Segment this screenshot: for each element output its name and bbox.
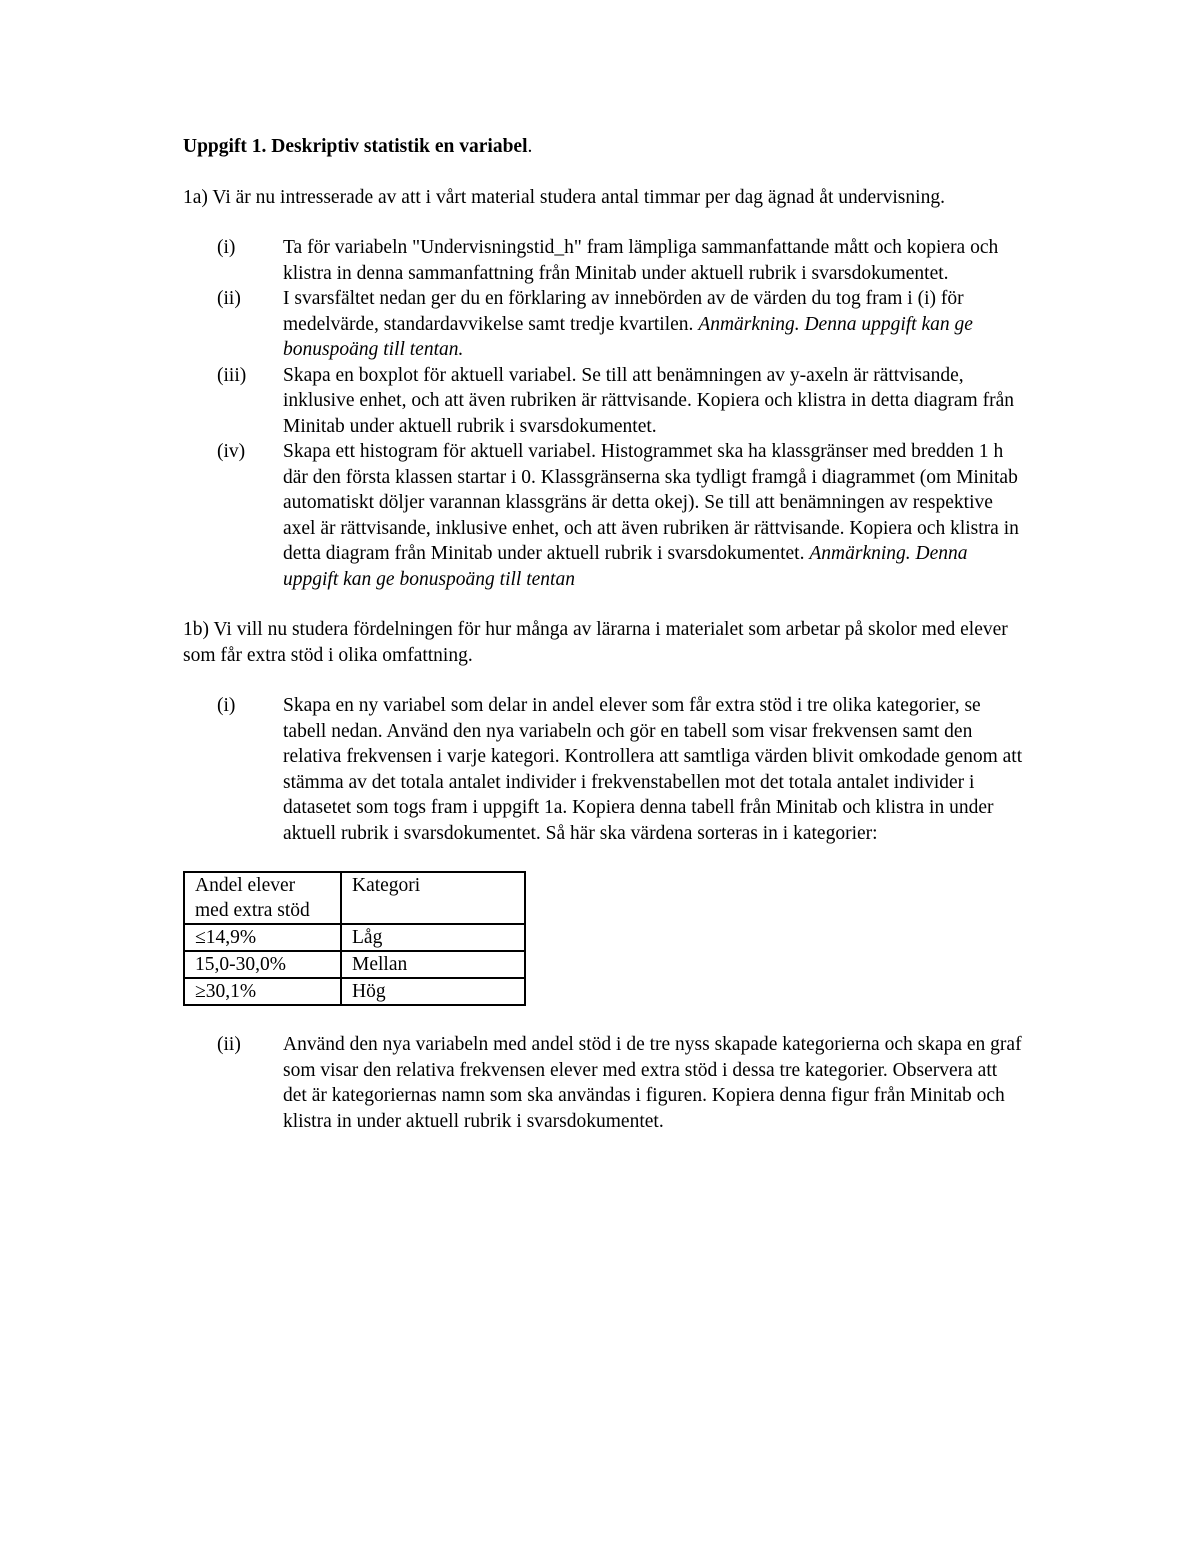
list-item <box>183 286 1023 363</box>
table-cell: Mellan <box>341 951 525 978</box>
list-item <box>183 439 1023 592</box>
item-note: Anmärkning. Denna uppgift kan ge bonuspoäng till tentan. <box>283 313 973 360</box>
list-item <box>183 1032 1023 1134</box>
part-b-list <box>183 693 1023 846</box>
item-body: I svarsfältet nedan ger du en förklaring av innebörden av de värden du tog fram i (i) för medelvärde, standardavvikelse samt tredje kvartilen. <box>283 288 964 335</box>
task-title-period: . <box>527 136 533 157</box>
item-body: Skapa ett histogram för aktuell variabel. Histogrammet ska ha klassgränser med bredden 1 h där den första klassen startar i 0. Klassgränserna ska tydligt framgå i diagrammet (om Minitab automatiskt döljer varannan klassgräns är detta okej). Se till att benämningen av respektive axel är rättvisande, inklusive enhet, och att även rubriken är rättvisande. Kopiera och klistra in detta diagram från Minitab under aktuell rubrik i svarsdokumentet. <box>283 441 1019 564</box>
item-number: (i) <box>217 695 236 716</box>
item-note: Anmärkning. Denna uppgift kan ge bonuspoäng till tentan <box>283 543 968 590</box>
item-body: Skapa en boxplot för aktuell variabel. Se till att benämningen av y-axeln är rättvisande, inklusive enhet, och att även rubriken är rättvisande. Kopiera och klistra in detta diagram från Minitab under aktuell rubrik i svarsdokumentet. <box>283 364 1014 437</box>
table-row <box>184 924 525 951</box>
table-cell: ≤14,9% <box>184 924 341 951</box>
item-text: Skapa en ny variabel som delar in andel elever som får extra stöd i tre olika kategorier, se tabell nedan. Använd den nya variabeln och gör en tabell som visar frekvensen samt den relativa frekvensen i varje kategori. Kontrollera att samtliga värden blivit omkodade genom att stämma av det totala antalet individer i frekvenstabellen mot det totala antalet individer i datasetet som togs fram i uppgift 1a. Kopiera denna tabell från Minitab och klistra in under aktuell rubrik i svarsdokumentet. Så här ska värdena sorteras in i kategorier: <box>283 695 1023 844</box>
part-a-intro: 1a) Vi är nu intresserade av att i vårt material studera antal timmar per dag ägnad åt undervisning. <box>183 186 945 208</box>
item-number: (iv) <box>217 441 246 462</box>
table-cell: Låg <box>341 924 525 951</box>
table-row <box>184 951 525 978</box>
item-text <box>283 235 1023 286</box>
list-item <box>183 363 1023 440</box>
item-number: (ii) <box>217 288 241 309</box>
table-header-row <box>184 872 525 924</box>
table-row <box>184 978 525 1005</box>
item-number: (i) <box>217 237 236 258</box>
item-text <box>283 363 1023 440</box>
part-b-list-continued <box>183 1032 1023 1134</box>
task-title <box>183 134 1023 160</box>
list-item <box>183 235 1023 286</box>
list-item <box>183 693 1023 846</box>
table-cell: ≥30,1% <box>184 978 341 1005</box>
item-text: Använd den nya variabeln med andel stöd i de tre nyss skapade kategorierna och skapa en graf som visar den relativa frekvensen elever med extra stöd i dessa tre kategorier. Observera att det är kategoriernas namn som ska användas i figuren. Kopiera denna figur från Minitab och klistra in under aktuell rubrik i svarsdokumentet. <box>283 1034 1022 1132</box>
part-b-intro: 1b) Vi vill nu studera fördelningen för hur många av lärarna i materialet som arbetar på skolor med elever som får extra stöd i olika omfattning. <box>183 619 1008 666</box>
item-number: (iii) <box>217 364 247 386</box>
category-table <box>183 871 526 1006</box>
item-text <box>283 439 1023 592</box>
part-a-list <box>183 235 1023 592</box>
item-number: (ii) <box>217 1034 241 1055</box>
table-cell: 15,0-30,0% <box>184 951 341 978</box>
item-body: Ta för variabeln "Undervisningstid_h" fram lämpliga sammanfattande mått och kopiera och klistra in denna sammanfattning från Minitab under aktuell rubrik i svarsdokumentet. <box>283 237 999 284</box>
table-header-cell: Andel elever med extra stöd <box>184 872 341 924</box>
item-text <box>283 286 1023 363</box>
document-page <box>183 134 1023 1159</box>
task-title-text: Uppgift 1. Deskriptiv statistik en variabel <box>183 136 528 157</box>
table-cell: Hög <box>341 978 525 1005</box>
table-header-cell: Kategori <box>341 872 525 924</box>
